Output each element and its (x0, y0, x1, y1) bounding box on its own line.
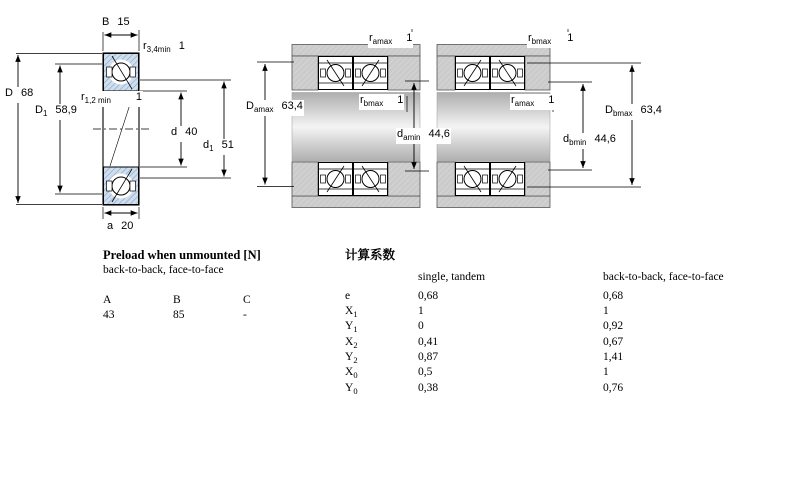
dim-label-rbmax-b: $r_{bmax}$ 1 (528, 32, 574, 46)
dim-label-ramax-a: $r_{amax}$ 1 (369, 32, 413, 46)
dim-label-a: a 20 (106, 220, 134, 236)
dim-label-r34min: $r_{3,4min}$ 1 (143, 40, 185, 54)
dim-label-r12min: $r_{1,2 min}$ 1 (81, 91, 143, 105)
dim-label-B: B 15 (101, 16, 131, 32)
dim-label-ramax-b: $r_{amax}$ 1 (511, 94, 555, 108)
factor-row-Y0: $Y_0$ 0,38 0,76 (345, 381, 624, 396)
factor-row-Y2: $Y_2$ 0,87 1,41 (345, 351, 624, 366)
dim-label-d: d 40 (170, 126, 198, 142)
preload-col-a: A (103, 293, 112, 306)
dimension-lines (583, 65, 632, 185)
factors-col-single: single, tandem (418, 271, 486, 283)
pair-back-to-back-drawing (257, 29, 429, 208)
factors-header-row (345, 270, 724, 286)
preload-col-b: B (173, 293, 181, 306)
preload-value-b: 85 (173, 309, 185, 321)
single-bearing-drawing (16, 30, 231, 219)
factor-row-X2: $X_2$ 0,41 0,67 (345, 335, 624, 350)
ball (112, 177, 130, 195)
dim-label-rbmax-a: $r_{bmax}$ 1 (360, 94, 404, 108)
preload-header-row (103, 293, 313, 309)
factors-col-pair: back-to-back, face-to-face (603, 271, 724, 283)
preload-value-a: 43 (103, 309, 115, 321)
factor-row-Y1: $Y_1$ 0 0,92 (345, 320, 624, 335)
preload-value-c: - (243, 309, 247, 321)
preload-table (103, 248, 313, 324)
dim-label-Damax: $D_{amax}$ 63,4 (246, 100, 303, 114)
factors-title: 计算系数 (345, 248, 396, 262)
factor-row-e: e 0,68 0,68 (345, 289, 624, 302)
preload-value-row (103, 308, 313, 324)
factors-header-spacer (345, 270, 418, 286)
preload-col-c: C (243, 293, 251, 306)
dim-label-Dbmax: $D_{bmax}$ 63,4 (605, 104, 662, 118)
preload-title: Preload when unmounted [N] (103, 248, 261, 262)
dim-label-D1: $D_1$ 58,9 (35, 104, 77, 118)
dim-label-d1: $d_1$ 51 (203, 139, 234, 153)
ball (112, 63, 130, 81)
factor-row-X1: $X_1$ 1 1 (345, 304, 609, 319)
bearing-section-top (104, 54, 139, 92)
dim-label-dbmin: $d_{bmin}$ 44,6 (563, 133, 616, 147)
factor-row-X0: $X_0$ 0,5 1 (345, 366, 609, 381)
preload-subtitle: back-to-back, face-to-face (103, 264, 224, 276)
calculation-factors-table (345, 248, 724, 396)
dim-label-D: D 68 (4, 87, 34, 103)
bearing-section-bottom (104, 167, 139, 205)
factors-rows (345, 289, 724, 397)
dim-label-damin: $d_{amin}$ 44,6 (397, 128, 450, 142)
